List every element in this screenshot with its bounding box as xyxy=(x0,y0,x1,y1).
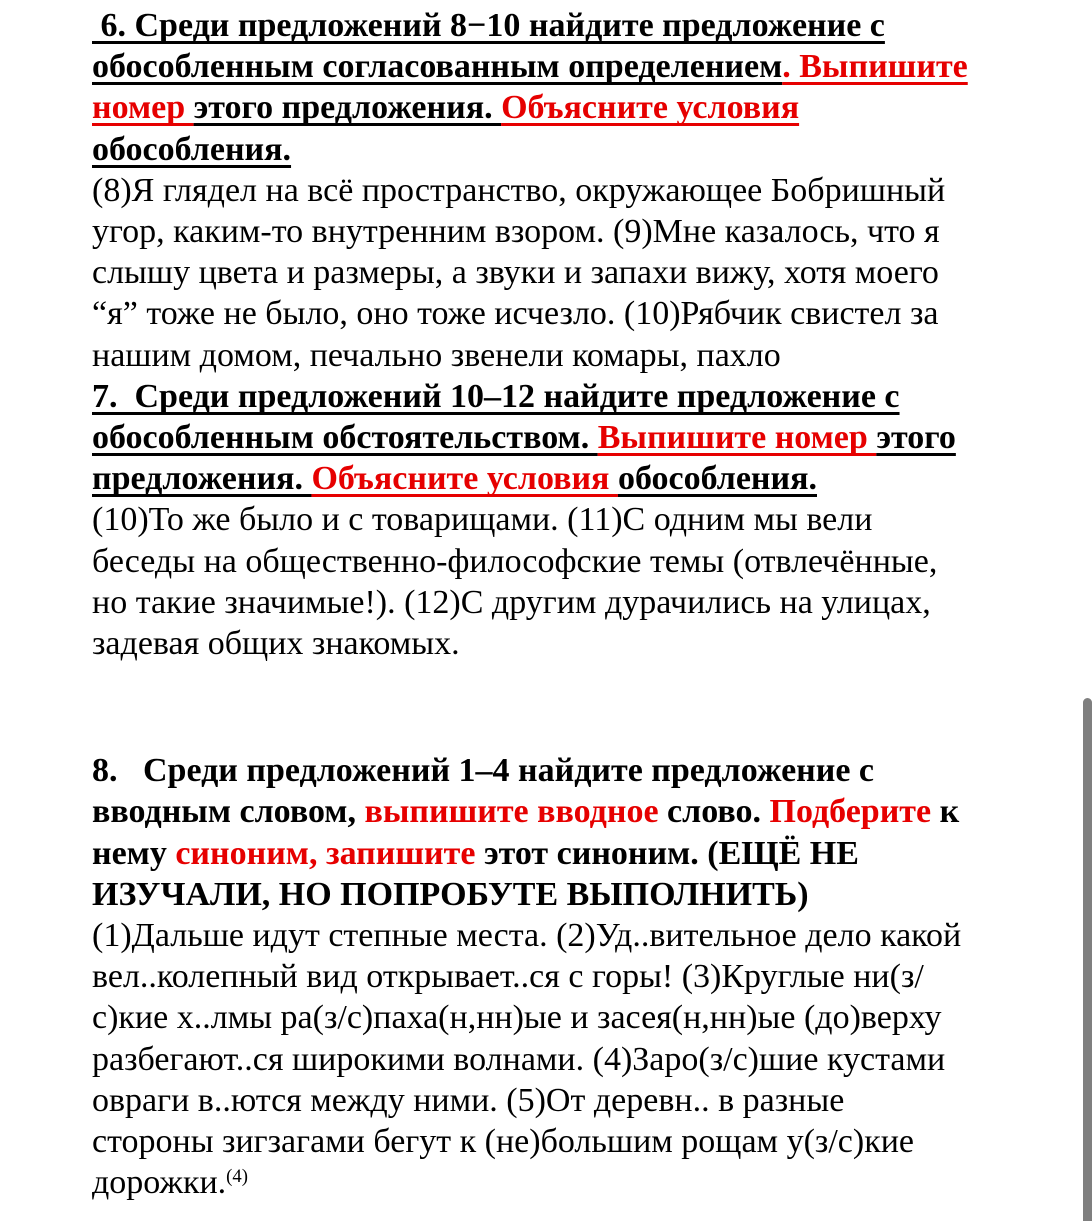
text-line xyxy=(92,874,1058,915)
text-segment: вводным словом, xyxy=(92,793,365,831)
text-segment: с)кие х..лмы ра(з/с)паха(н,нн)ые и засея(н,нн)ые (до)верху xyxy=(92,999,942,1037)
text-segment: разбегают..ся широкими волнами. (4)Заро(з/с)шие кустами xyxy=(92,1040,946,1078)
text-line xyxy=(92,623,1058,664)
text-line xyxy=(92,956,1058,997)
superscript-note: (4) xyxy=(226,1166,248,1188)
text-line xyxy=(92,87,1058,128)
text-segment: “я” тоже не было, оно тоже исчезло. (10)Рябчик свистел за xyxy=(92,295,939,333)
document-content xyxy=(0,5,1092,1203)
text-segment: овраги в..ются между ними. (5)От деревн.. в разные xyxy=(92,1081,845,1119)
text-segment: 7. Среди предложений 10–12 найдите предложение с xyxy=(92,377,900,415)
task-7-heading xyxy=(92,376,1058,500)
text-line xyxy=(92,1162,1058,1203)
text-line xyxy=(92,458,1058,499)
text-segment: но такие значимые!). (12)С другим дурачились на улицах, xyxy=(92,583,931,621)
vertical-scrollbar-thumb[interactable] xyxy=(1083,698,1092,1221)
text-segment: (1)Дальше идут степные места. (2)Уд..вительное дело какой xyxy=(92,917,962,955)
text-segment: задевая общих знакомых. xyxy=(92,625,460,663)
text-line xyxy=(92,1080,1058,1121)
text-line xyxy=(92,833,1058,874)
text-line xyxy=(92,499,1058,540)
text-line xyxy=(92,293,1058,334)
passage-sentences-10-12 xyxy=(92,499,1058,664)
text-line xyxy=(92,335,1058,376)
red-text-segment: синоним, запишите xyxy=(175,834,484,872)
text-segment: вел..колепный вид открывает..ся с горы! (3)Круглые ни(з/ xyxy=(92,958,924,996)
text-line xyxy=(92,252,1058,293)
text-segment: обособленным согласованным определением xyxy=(92,48,783,86)
text-segment: (10)То же было и с товарищами. (11)С одним мы вели xyxy=(92,501,873,539)
text-line xyxy=(92,129,1058,170)
text-segment: нему xyxy=(92,834,176,872)
text-segment: нашим домом, печально звенели комары, пахло xyxy=(92,336,781,374)
text-line xyxy=(92,417,1058,458)
text-line xyxy=(92,791,1058,832)
text-line xyxy=(92,1121,1058,1162)
red-text-segment: . Выпишите xyxy=(782,48,968,86)
text-segment: этот синоним. (ЕЩЁ НЕ xyxy=(483,834,859,872)
text-segment: обособленным обстоятельством. xyxy=(92,419,598,457)
text-line xyxy=(92,1039,1058,1080)
text-segment: угор, каким-то внутренним взором. (9)Мне казалось, что я xyxy=(92,213,940,251)
text-line xyxy=(92,582,1058,623)
red-text-segment: выпишите вводное xyxy=(364,793,668,831)
text-segment: слово. xyxy=(667,793,770,831)
text-segment: стороны зигзагами бегут к (не)большим рощам у(з/с)кие xyxy=(92,1123,914,1161)
text-segment: (8)Я глядел на всё пространство, окружающее Бобришный xyxy=(92,171,946,209)
text-segment: беседы на общественно-философские темы (отвлечённые, xyxy=(92,542,938,580)
task-6-heading xyxy=(92,5,1058,170)
text-segment: слышу цвета и размеры, а звуки и запахи вижу, хотя моего xyxy=(92,254,939,292)
text-line xyxy=(92,170,1058,211)
text-segment: обособления. xyxy=(617,460,817,498)
text-line xyxy=(92,915,1058,956)
text-line xyxy=(92,376,1058,417)
text-line xyxy=(92,211,1058,252)
text-line xyxy=(92,5,1058,46)
red-text-segment: Выпишите номер xyxy=(597,419,877,457)
text-segment: предложения. xyxy=(92,460,312,498)
text-segment: 6. Среди предложений 8−10 найдите предложение с xyxy=(92,7,885,44)
text-segment: этого предложения. xyxy=(193,89,502,127)
task-8-heading xyxy=(92,750,1058,915)
passage-sentences-1-5 xyxy=(92,915,1058,1203)
text-segment: этого xyxy=(876,419,956,457)
text-segment: дорожки. xyxy=(92,1164,227,1202)
text-line xyxy=(92,46,1058,87)
passage-sentences-8-10 xyxy=(92,170,1058,376)
text-segment: 8. Среди предложений 1–4 найдите предложение с xyxy=(92,752,875,790)
red-text-segment: Подберите xyxy=(769,793,940,831)
red-text-segment: Объясните условия xyxy=(501,89,800,127)
text-line xyxy=(92,997,1058,1038)
text-line xyxy=(92,750,1058,791)
text-segment: обособления. xyxy=(92,130,292,168)
red-text-segment: номер xyxy=(92,89,194,127)
text-segment: к xyxy=(939,793,960,831)
text-segment: ИЗУЧАЛИ, НО ПОПРОБУТЕ ВЫПОЛНИТЬ) xyxy=(92,875,809,913)
text-line xyxy=(92,541,1058,582)
paragraph-spacer xyxy=(92,664,1058,750)
red-text-segment: Объясните условия xyxy=(311,460,618,498)
